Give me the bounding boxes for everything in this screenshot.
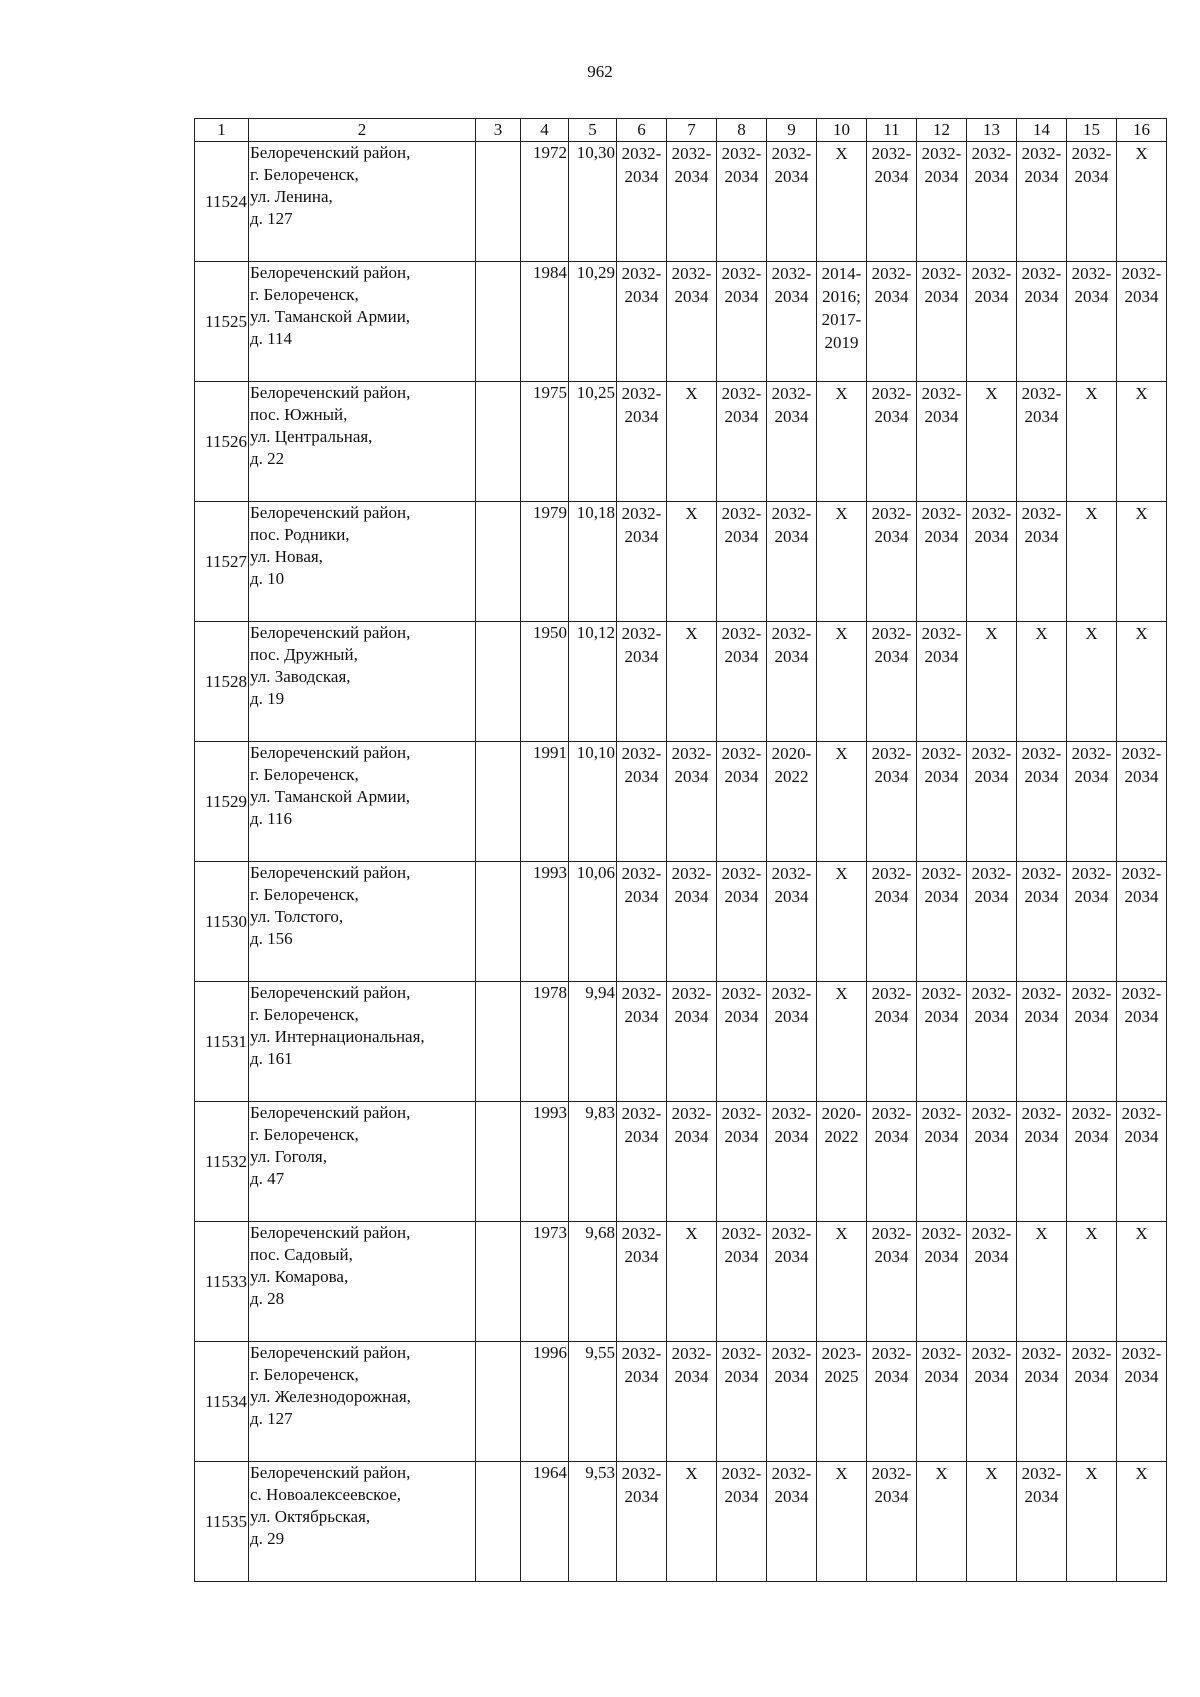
table-row: [195, 262, 1167, 382]
address-line: ул. Железнодорожная,: [250, 1387, 411, 1406]
address-line: д. 127: [250, 209, 293, 228]
period-cell: 2032- 2034: [717, 742, 767, 862]
period-cell: Х: [817, 622, 867, 742]
address-line: д. 114: [250, 329, 293, 348]
address-line: с. Новоалексеевское,: [250, 1485, 402, 1504]
col-header: 12: [917, 119, 967, 142]
period-cell: Х: [1117, 1222, 1167, 1342]
period-cell: 2032- 2034: [617, 502, 667, 622]
value-cell: 9,94: [569, 982, 617, 1102]
period-cell: 2032- 2034: [767, 142, 817, 262]
period-cell: 2032- 2034: [1067, 1342, 1117, 1462]
table-row: [195, 1342, 1167, 1462]
address-cell: [249, 262, 476, 382]
address-line: ул. Гоголя,: [250, 1147, 327, 1166]
table-row: [195, 982, 1167, 1102]
period-cell: 2032- 2034: [967, 862, 1017, 982]
period-cell: 2032- 2034: [617, 742, 667, 862]
year-cell: 1964: [521, 1462, 569, 1582]
period-cell: Х: [667, 382, 717, 502]
table-row: [195, 1222, 1167, 1342]
row-number: 11525: [195, 262, 249, 382]
period-cell: Х: [1017, 1222, 1067, 1342]
value-cell: 9,68: [569, 1222, 617, 1342]
period-cell: Х: [967, 1462, 1017, 1582]
period-cell: 2032- 2034: [767, 862, 817, 982]
address-line: д. 10: [250, 569, 285, 588]
period-cell: 2032- 2034: [767, 1102, 817, 1222]
address-line: д. 28: [250, 1289, 285, 1308]
address-line: Белореченский район,: [250, 1343, 411, 1362]
address-line: г. Белореченск,: [250, 285, 359, 304]
address-cell: [249, 1462, 476, 1582]
period-cell: 2032- 2034: [667, 1342, 717, 1462]
address-line: Белореченский район,: [250, 503, 411, 522]
period-cell: Х: [1117, 502, 1167, 622]
period-cell: 2032- 2034: [1117, 982, 1167, 1102]
address-line: д. 116: [250, 809, 293, 828]
address-cell: [249, 1342, 476, 1462]
address-line: г. Белореченск,: [250, 165, 359, 184]
year-cell: 1991: [521, 742, 569, 862]
period-cell: 2032- 2034: [1117, 862, 1167, 982]
period-cell: Х: [817, 1222, 867, 1342]
period-cell: 2032- 2034: [867, 262, 917, 382]
period-cell: 2032- 2034: [1117, 262, 1167, 382]
period-cell: 2032- 2034: [667, 982, 717, 1102]
year-cell: 1972: [521, 142, 569, 262]
table-row: [195, 382, 1167, 502]
address-line: Белореченский район,: [250, 1223, 411, 1242]
period-cell: 2032- 2034: [967, 262, 1017, 382]
col3-cell: [476, 862, 521, 982]
address-line: Белореченский район,: [250, 1103, 411, 1122]
period-cell: 2032- 2034: [1067, 1102, 1117, 1222]
address-cell: [249, 502, 476, 622]
page-number: 962: [587, 62, 613, 81]
period-cell: 2020- 2022: [767, 742, 817, 862]
period-cell: 2032- 2034: [717, 862, 767, 982]
col-header: 11: [867, 119, 917, 142]
col3-cell: [476, 622, 521, 742]
col3-cell: [476, 382, 521, 502]
address-line: д. 127: [250, 1409, 293, 1428]
address-line: пос. Дружный,: [250, 645, 358, 664]
period-cell: 2032- 2034: [1017, 382, 1067, 502]
period-cell: 2032- 2034: [617, 262, 667, 382]
period-cell: 2032- 2034: [1017, 502, 1067, 622]
period-cell: 2032- 2034: [867, 382, 917, 502]
period-cell: 2032- 2034: [717, 382, 767, 502]
period-cell: 2023- 2025: [817, 1342, 867, 1462]
period-cell: Х: [1067, 622, 1117, 742]
year-cell: 1993: [521, 1102, 569, 1222]
col-header: 5: [569, 119, 617, 142]
period-cell: Х: [817, 382, 867, 502]
col3-cell: [476, 1222, 521, 1342]
value-cell: 9,83: [569, 1102, 617, 1222]
period-cell: 2032- 2034: [917, 1222, 967, 1342]
period-cell: 2032- 2034: [717, 1342, 767, 1462]
address-cell: [249, 1222, 476, 1342]
col3-cell: [476, 502, 521, 622]
period-cell: 2032- 2034: [717, 1462, 767, 1582]
address-line: ул. Новая,: [250, 547, 323, 566]
address-line: Белореченский район,: [250, 863, 411, 882]
period-cell: Х: [667, 502, 717, 622]
period-cell: Х: [1117, 142, 1167, 262]
period-cell: Х: [817, 1462, 867, 1582]
period-cell: 2032- 2034: [967, 1342, 1017, 1462]
period-cell: Х: [1067, 502, 1117, 622]
year-cell: 1984: [521, 262, 569, 382]
address-line: г. Белореченск,: [250, 1005, 359, 1024]
period-cell: 2032- 2034: [667, 262, 717, 382]
register-table: [194, 118, 1167, 1582]
period-cell: Х: [1067, 1462, 1117, 1582]
period-cell: 2032- 2034: [967, 982, 1017, 1102]
period-cell: 2032- 2034: [1017, 1342, 1067, 1462]
period-cell: 2032- 2034: [767, 1342, 817, 1462]
address-line: Белореченский район,: [250, 623, 411, 642]
address-line: г. Белореченск,: [250, 885, 359, 904]
period-cell: 2032- 2034: [767, 622, 817, 742]
period-cell: 2032- 2034: [867, 862, 917, 982]
col-header: 10: [817, 119, 867, 142]
period-cell: 2032- 2034: [617, 982, 667, 1102]
col-header: 1: [195, 119, 249, 142]
address-cell: [249, 382, 476, 502]
period-cell: Х: [1067, 1222, 1117, 1342]
row-number: 11531: [195, 982, 249, 1102]
period-cell: 2032- 2034: [917, 142, 967, 262]
period-cell: 2032- 2034: [767, 1462, 817, 1582]
value-cell: 10,12: [569, 622, 617, 742]
row-number: 11530: [195, 862, 249, 982]
address-line: д. 22: [250, 449, 285, 468]
period-cell: 2032- 2034: [1017, 262, 1067, 382]
period-cell: Х: [1117, 622, 1167, 742]
period-cell: 2032- 2034: [917, 742, 967, 862]
address-line: ул. Ленина,: [250, 187, 333, 206]
address-cell: [249, 742, 476, 862]
address-line: ул. Таманской Армии,: [250, 787, 411, 806]
address-line: д. 29: [250, 1529, 285, 1548]
year-cell: 1973: [521, 1222, 569, 1342]
year-cell: 1993: [521, 862, 569, 982]
address-line: ул. Заводская,: [250, 667, 351, 686]
period-cell: 2032- 2034: [867, 1222, 917, 1342]
period-cell: 2032- 2034: [1067, 862, 1117, 982]
value-cell: 10,10: [569, 742, 617, 862]
period-cell: 2032- 2034: [767, 262, 817, 382]
value-cell: 10,25: [569, 382, 617, 502]
period-cell: 2032- 2034: [967, 1102, 1017, 1222]
col-header: 16: [1117, 119, 1167, 142]
period-cell: Х: [917, 1462, 967, 1582]
period-cell: 2014- 2016; 2017- 2019: [817, 262, 867, 382]
table-row: [195, 742, 1167, 862]
period-cell: 2032- 2034: [867, 1342, 917, 1462]
year-cell: 1978: [521, 982, 569, 1102]
col-header: 13: [967, 119, 1017, 142]
period-cell: 2032- 2034: [967, 742, 1017, 862]
period-cell: 2032- 2034: [717, 982, 767, 1102]
period-cell: 2032- 2034: [667, 742, 717, 862]
value-cell: 10,30: [569, 142, 617, 262]
header-row: [195, 119, 1167, 142]
period-cell: 2032- 2034: [867, 622, 917, 742]
period-cell: 2032- 2034: [1067, 142, 1117, 262]
period-cell: 2032- 2034: [617, 382, 667, 502]
period-cell: 2032- 2034: [667, 1102, 717, 1222]
address-line: г. Белореченск,: [250, 765, 359, 784]
address-line: Белореченский район,: [250, 263, 411, 282]
period-cell: 2032- 2034: [767, 1222, 817, 1342]
period-cell: Х: [817, 982, 867, 1102]
address-line: Белореченский район,: [250, 983, 411, 1002]
period-cell: 2032- 2034: [917, 622, 967, 742]
period-cell: 2032- 2034: [767, 382, 817, 502]
period-cell: Х: [1017, 622, 1067, 742]
address-line: ул. Интернациональная,: [250, 1027, 425, 1046]
period-cell: 2032- 2034: [667, 862, 717, 982]
period-cell: 2032- 2034: [717, 622, 767, 742]
col-header: 9: [767, 119, 817, 142]
row-number: 11526: [195, 382, 249, 502]
address-line: ул. Толстого,: [250, 907, 344, 926]
period-cell: Х: [967, 382, 1017, 502]
address-line: ул. Октябрьская,: [250, 1507, 371, 1526]
table-row: [195, 862, 1167, 982]
period-cell: 2032- 2034: [917, 1102, 967, 1222]
address-line: ул. Комарова,: [250, 1267, 349, 1286]
col-header: 15: [1067, 119, 1117, 142]
row-number: 11529: [195, 742, 249, 862]
period-cell: 2032- 2034: [1067, 742, 1117, 862]
address-line: д. 161: [250, 1049, 293, 1068]
address-line: Белореченский район,: [250, 743, 411, 762]
col3-cell: [476, 742, 521, 862]
period-cell: Х: [817, 502, 867, 622]
row-number: 11528: [195, 622, 249, 742]
period-cell: Х: [667, 1462, 717, 1582]
address-line: ул. Таманской Армии,: [250, 307, 411, 326]
col-header: 3: [476, 119, 521, 142]
year-cell: 1950: [521, 622, 569, 742]
table-row: [195, 142, 1167, 262]
period-cell: Х: [1117, 382, 1167, 502]
col3-cell: [476, 142, 521, 262]
address-line: д. 156: [250, 929, 293, 948]
period-cell: 2032- 2034: [917, 1342, 967, 1462]
period-cell: 2032- 2034: [717, 1222, 767, 1342]
period-cell: 2032- 2034: [1067, 262, 1117, 382]
period-cell: 2032- 2034: [617, 1102, 667, 1222]
period-cell: 2032- 2034: [1017, 982, 1067, 1102]
period-cell: Х: [817, 742, 867, 862]
period-cell: 2032- 2034: [717, 262, 767, 382]
col3-cell: [476, 1342, 521, 1462]
value-cell: 10,18: [569, 502, 617, 622]
value-cell: 9,55: [569, 1342, 617, 1462]
period-cell: 2032- 2034: [717, 1102, 767, 1222]
address-cell: [249, 622, 476, 742]
period-cell: 2032- 2034: [1017, 862, 1067, 982]
period-cell: 2032- 2034: [617, 622, 667, 742]
period-cell: 2032- 2034: [767, 502, 817, 622]
address-line: пос. Родники,: [250, 525, 350, 544]
address-cell: [249, 142, 476, 262]
period-cell: 2032- 2034: [1017, 742, 1067, 862]
table-row: [195, 1102, 1167, 1222]
col-header: 2: [249, 119, 476, 142]
address-line: г. Белореченск,: [250, 1365, 359, 1384]
row-number: 11532: [195, 1102, 249, 1222]
period-cell: 2032- 2034: [867, 1102, 917, 1222]
period-cell: 2020- 2022: [817, 1102, 867, 1222]
period-cell: 2032- 2034: [767, 982, 817, 1102]
col-header: 4: [521, 119, 569, 142]
period-cell: 2032- 2034: [917, 862, 967, 982]
col-header: 6: [617, 119, 667, 142]
period-cell: Х: [967, 622, 1017, 742]
row-number: 11535: [195, 1462, 249, 1582]
value-cell: 10,29: [569, 262, 617, 382]
period-cell: 2032- 2034: [967, 142, 1017, 262]
address-cell: [249, 862, 476, 982]
col-header: 8: [717, 119, 767, 142]
address-cell: [249, 982, 476, 1102]
period-cell: 2032- 2034: [917, 382, 967, 502]
period-cell: 2032- 2034: [1017, 1102, 1067, 1222]
year-cell: 1979: [521, 502, 569, 622]
address-line: Белореченский район,: [250, 1463, 411, 1482]
period-cell: Х: [667, 1222, 717, 1342]
col3-cell: [476, 1462, 521, 1582]
table-row: [195, 502, 1167, 622]
period-cell: 2032- 2034: [867, 742, 917, 862]
period-cell: Х: [1117, 1462, 1167, 1582]
address-line: Белореченский район,: [250, 383, 411, 402]
period-cell: Х: [1067, 382, 1117, 502]
period-cell: 2032- 2034: [917, 262, 967, 382]
period-cell: 2032- 2034: [917, 982, 967, 1102]
period-cell: 2032- 2034: [617, 862, 667, 982]
address-line: д. 19: [250, 689, 285, 708]
period-cell: 2032- 2034: [867, 142, 917, 262]
period-cell: 2032- 2034: [1117, 1102, 1167, 1222]
col3-cell: [476, 1102, 521, 1222]
address-line: ул. Центральная,: [250, 427, 373, 446]
col3-cell: [476, 982, 521, 1102]
period-cell: 2032- 2034: [1117, 1342, 1167, 1462]
period-cell: 2032- 2034: [1017, 142, 1067, 262]
period-cell: 2032- 2034: [617, 1342, 667, 1462]
period-cell: 2032- 2034: [917, 502, 967, 622]
period-cell: 2032- 2034: [1017, 1462, 1067, 1582]
period-cell: 2032- 2034: [967, 502, 1017, 622]
period-cell: 2032- 2034: [1117, 742, 1167, 862]
period-cell: 2032- 2034: [717, 142, 767, 262]
address-cell: [249, 1102, 476, 1222]
period-cell: 2032- 2034: [617, 1462, 667, 1582]
period-cell: 2032- 2034: [867, 502, 917, 622]
col-header: 14: [1017, 119, 1067, 142]
address-line: д. 47: [250, 1169, 285, 1188]
value-cell: 10,06: [569, 862, 617, 982]
year-cell: 1996: [521, 1342, 569, 1462]
value-cell: 9,53: [569, 1462, 617, 1582]
address-line: пос. Южный,: [250, 405, 348, 424]
address-line: пос. Садовый,: [250, 1245, 353, 1264]
row-number: 11527: [195, 502, 249, 622]
table-row: [195, 1462, 1167, 1582]
period-cell: 2032- 2034: [967, 1222, 1017, 1342]
year-cell: 1975: [521, 382, 569, 502]
row-number: 11524: [195, 142, 249, 262]
period-cell: 2032- 2034: [617, 142, 667, 262]
period-cell: Х: [667, 622, 717, 742]
period-cell: 2032- 2034: [867, 982, 917, 1102]
col3-cell: [476, 262, 521, 382]
table-row: [195, 622, 1167, 742]
period-cell: 2032- 2034: [1067, 982, 1117, 1102]
period-cell: 2032- 2034: [617, 1222, 667, 1342]
address-line: Белореченский район,: [250, 143, 411, 162]
row-number: 11533: [195, 1222, 249, 1342]
address-line: г. Белореченск,: [250, 1125, 359, 1144]
period-cell: 2032- 2034: [867, 1462, 917, 1582]
period-cell: Х: [817, 142, 867, 262]
period-cell: 2032- 2034: [717, 502, 767, 622]
col-header: 7: [667, 119, 717, 142]
period-cell: Х: [817, 862, 867, 982]
period-cell: 2032- 2034: [667, 142, 717, 262]
row-number: 11534: [195, 1342, 249, 1462]
